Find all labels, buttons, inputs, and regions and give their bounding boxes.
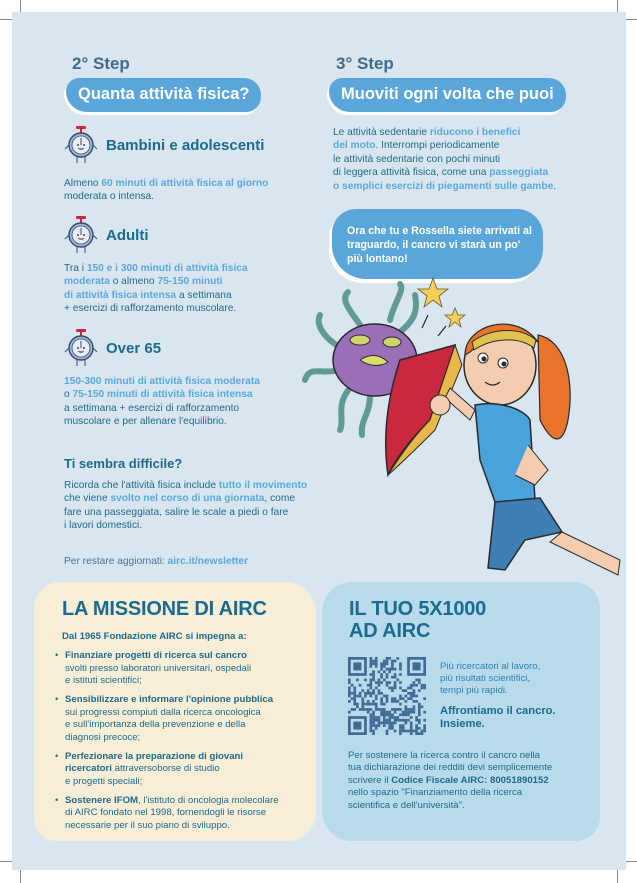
fivexmille-benefits: Più ricercatori al lavoro, più risultati scientifici, tempi più rapidi. xyxy=(440,661,541,697)
group-title: Bambini e adolescenti xyxy=(106,136,265,154)
fiscal-code-text xyxy=(348,750,598,812)
stopwatch-icon xyxy=(64,125,98,165)
body-text: o almeno xyxy=(109,276,158,288)
group-adults xyxy=(64,215,149,255)
highlight-text: passeggiata o semplici esercizi di piegamenti sulle gambe xyxy=(333,167,554,192)
body-text: che viene xyxy=(64,493,108,505)
mission-item-text: svolti presso laboratori universitari, ospedali e istituti scientifici; xyxy=(65,662,252,687)
highlight-text: svolto nel corso di una giornata xyxy=(110,493,265,505)
fiscal-post: nello spazio "Finanziamento della ricerca scientifica e dell'università". xyxy=(348,787,523,811)
mission-item-text: , l'istituto di oncologia molecolare di AIRC fondato nel 1998, fornendogli le risorse necessarie per il suo piano di sviluppo. xyxy=(65,794,279,831)
star-icon xyxy=(418,278,448,307)
mission-item-bold: Sensibilizzare e informare l'opinione pubblica xyxy=(65,693,274,705)
crop-mark xyxy=(617,869,618,883)
step3-text xyxy=(333,126,603,193)
difficult-title: Ti sembra difficile? xyxy=(64,456,183,471)
group-text xyxy=(64,375,324,429)
newsletter-link[interactable]: airc.it/newsletter xyxy=(167,556,249,567)
body-text: . Interrompi periodicamente le attività sedentarie con pochi minuti di leggera attività fisica, come una xyxy=(333,140,501,179)
group-children xyxy=(64,125,264,165)
group-title: Adulti xyxy=(106,226,149,244)
fivexmille-title-line2: AD AIRC xyxy=(349,620,431,642)
body-text: Ricorda che l'attività fisica include xyxy=(64,480,219,491)
star-icon xyxy=(445,308,465,327)
newsletter-line xyxy=(64,556,248,567)
highlight-text: 75-150 minuti di attività fisica intensa xyxy=(72,389,253,401)
mission-list xyxy=(54,650,316,838)
fivexmille-title-line1: IL TUO 5X1000 xyxy=(349,598,487,620)
fivexmille-tagline: Affrontiamo il cancro. Insieme. xyxy=(440,705,556,731)
mission-item xyxy=(54,795,316,833)
mission-item-bold: Sostenere IFOM xyxy=(65,794,139,806)
mission-item xyxy=(54,650,316,688)
group-title: Over 65 xyxy=(106,339,162,357)
group-over65 xyxy=(64,328,161,368)
mission-item xyxy=(54,751,316,789)
highlight-text: tutto il movimento xyxy=(218,480,308,491)
step2-title: Quanta attività fisica? xyxy=(66,78,261,112)
body-text: a settimana + esercizi di rafforzamento muscolare. xyxy=(64,289,237,315)
body-text: a settimana + esercizi di rafforzamento muscolare e per allenare l'equilibrio. xyxy=(64,402,240,428)
highlight-text: 75-150 minuti di attività fisica intensa xyxy=(64,276,223,301)
fiscal-code: Codice Fiscale AIRC: 80051890152 xyxy=(391,774,549,786)
step3-label: 3° Step xyxy=(336,54,394,73)
body-text: o xyxy=(64,389,70,401)
mission-item xyxy=(54,694,316,744)
group-text xyxy=(64,262,324,316)
body-text: , come fare una passeggiata, salire le scale a piedi o fare i lavori domestici. xyxy=(64,493,295,532)
qr-code-icon[interactable] xyxy=(348,657,426,735)
step2-label: 2° Step xyxy=(72,54,130,73)
mission-item-bold: Perfezionare la preparazione di giovani ricercatori xyxy=(65,750,244,775)
step3-title: Muoviti ogni volta che puoi xyxy=(329,78,566,112)
stopwatch-icon xyxy=(64,328,98,368)
body-text: Le attività sedentarie xyxy=(333,127,430,138)
mission-item-bold: Finanziare progetti di ricerca sul cancro xyxy=(65,650,247,661)
body-text: Tra i xyxy=(64,263,87,274)
mission-title: LA MISSIONE DI AIRC xyxy=(62,598,267,620)
crop-mark xyxy=(20,869,21,883)
fiscal-pre: Per sostenere la ricerca contro il cancro nella tua dichiarazione dei redditi devi semplicemente scrivere il xyxy=(348,750,553,786)
body-text: Almeno xyxy=(64,178,102,189)
highlight-text: 150-300 minuti di attività fisica moderata xyxy=(64,376,260,387)
highlight-text: riducono i benefici del moto xyxy=(333,127,521,152)
body-text: moderata o intensa. xyxy=(64,191,155,203)
mission-intro: Dal 1965 Fondazione AIRC si impegna a: xyxy=(62,631,247,642)
group-text xyxy=(64,177,324,204)
newsletter-label: Per restare aggiornati: xyxy=(64,556,168,567)
highlight-text: 150 e i 300 minuti di attività fisica moderata xyxy=(64,263,248,288)
body-text: . xyxy=(553,180,557,192)
speech-bubble-text: Ora che tu e Rossella siete arrivati al traguardo, il cancro vi starà un po' più lontano! xyxy=(347,225,532,265)
mission-item-text: attraversoborse di studio e progetti speciali; xyxy=(65,763,220,787)
stopwatch-icon xyxy=(64,215,98,255)
mission-item-text: sui progressi compiuti dalla ricerca oncologica e sull'importanza della prevenzione e della diagnosi precoce; xyxy=(65,706,261,743)
highlight-text: 60 minuti di attività fisica al giorno xyxy=(101,178,269,189)
illustration-girl-vs-monster xyxy=(300,270,626,580)
